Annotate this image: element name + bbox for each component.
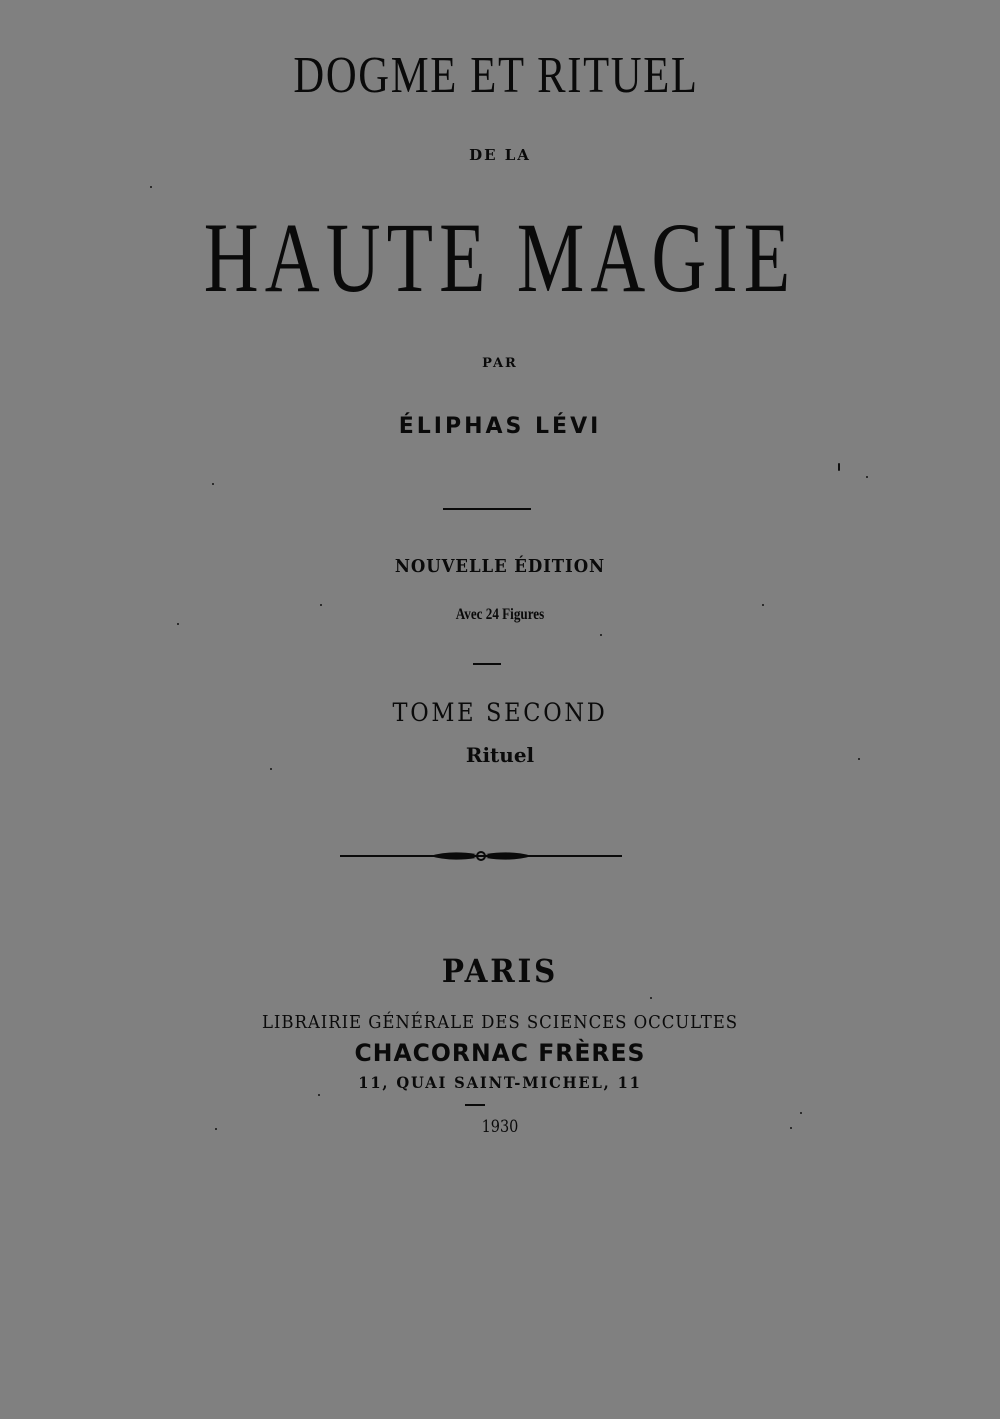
tome-label: TOME SECOND [392,698,608,727]
print-speck [318,1094,320,1096]
print-speck [650,997,652,999]
edition-line: NOUVELLE ÉDITION [394,556,606,577]
divider-rule-top [443,508,531,510]
print-speck [150,186,152,188]
print-speck [838,463,840,471]
ornament-rule-icon [340,846,622,866]
figures-note: Avec 24 Figures [455,606,545,623]
publisher-house: CHACORNAC FRÈRES [354,1039,646,1067]
title-line-1: DOGME ET RITUEL [293,47,699,104]
publication-city: PARIS [441,952,559,990]
divider-rule-bottom [465,1104,485,1106]
volume-title: Rituel [465,743,535,767]
print-speck [800,1112,802,1114]
publisher-address: 11, QUAI SAINT-MICHEL, 11 [358,1073,642,1092]
print-speck [212,483,214,485]
print-speck [177,623,179,625]
by-label: PAR [482,356,518,371]
print-speck [858,758,860,760]
publisher-line: LIBRAIRIE GÉNÉRALE DES SCIENCES OCCULTES [261,1012,738,1033]
publication-year: 1930 [481,1117,519,1137]
print-speck [762,604,764,606]
print-speck [866,476,868,478]
print-speck [270,768,272,770]
print-speck [215,1128,217,1130]
print-speck [600,634,602,636]
print-speck [790,1127,792,1129]
print-speck [320,604,322,606]
author-name: ÉLIPHAS LÉVI [398,414,602,439]
divider-rule-middle [473,663,501,665]
title-connector: DE LA [469,146,531,164]
title-line-2: HAUTE MAGIE [203,202,797,313]
